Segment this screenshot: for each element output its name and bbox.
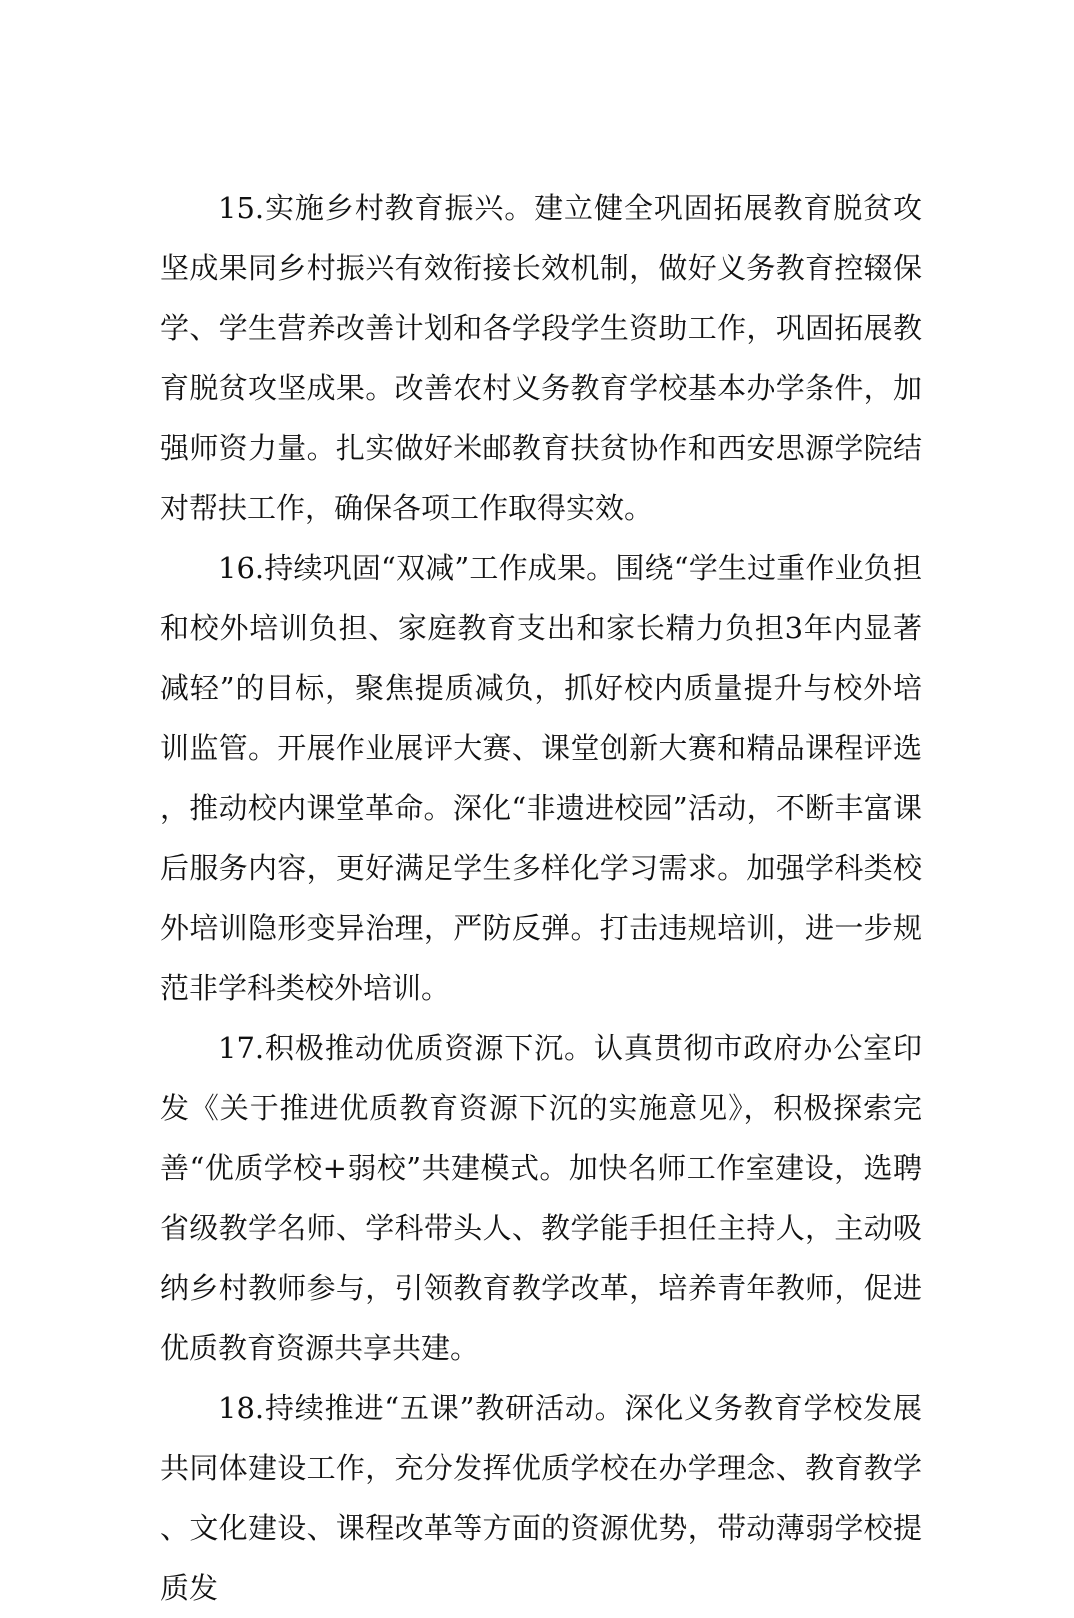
paragraph-16-double-reduction: 16.持续巩固“双减”工作成果。围绕“学生过重作业负担和校外培训负担、家庭教育支出和家长精力负担3年内显著减轻”的目标，聚焦提质减负，抓好校内质量提升与校外培训监管。开展作业展评大赛、课堂创新大赛和精品课程评选，推动校内课堂革命。深化“非遗进校园”活动，不断丰富课后服务内容，更好满足学生多样化学习需求。加强学科类校外培训隐形变异治理，严防反弹。打击违规培训，进一步规范非学科类校外培训。: [160, 551, 922, 1005]
paragraph-18-five-lessons: 18.持续推进“五课”教研活动。深化义务教育学校发展共同体建设工作，充分发挥优质学校在办学理念、教育教学、文化建设、课程改革等方面的资源优势，带动薄弱学校提质发: [160, 1391, 922, 1605]
paragraph-17-quality-resources: 17.积极推动优质资源下沉。认真贯彻市政府办公室印发《关于推进优质教育资源下沉的实施意见》，积极探索完善“优质学校+弱校”共建模式。加快名师工作室建设，选聘省级教学名师、学科带头人、教学能手担任主持人，主动吸纳乡村教师参与，引领教育教学改革，培养青年教师，促进优质教育资源共享共建。: [160, 1031, 922, 1365]
paragraph-15-rural-education: 15.实施乡村教育振兴。建立健全巩固拓展教育脱贫攻坚成果同乡村振兴有效衔接长效机制，做好义务教育控辍保学、学生营养改善计划和各学段学生资助工作，巩固拓展教育脱贫攻坚成果。改善农村义务教育学校基本办学条件，加强师资力量。扎实做好米邮教育扶贫协作和西安思源学院结对帮扶工作，确保各项工作取得实效。: [160, 191, 922, 525]
document-body: [160, 178, 922, 1618]
